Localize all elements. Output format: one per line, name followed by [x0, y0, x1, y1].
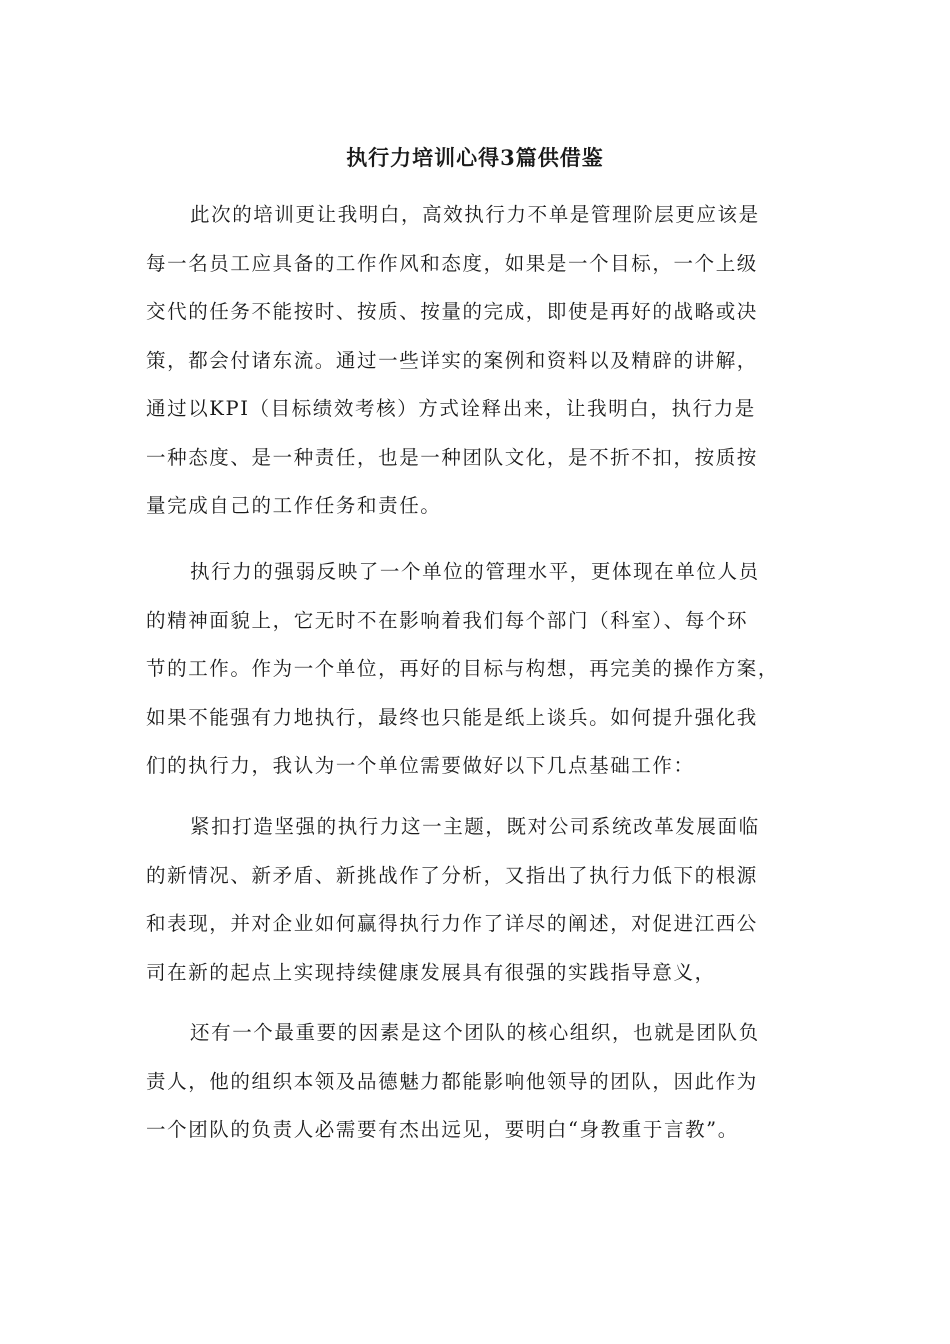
- paragraph-line: 执行力的强弱反映了一个单位的管理水平，更体现在单位人员: [190, 560, 760, 583]
- paragraph-line: 每一名员工应具备的工作作风和态度，如果是一个目标，一个上级: [146, 251, 758, 275]
- paragraph-line: 的精神面貌上，它无时不在影响着我们每个部门（科室）、每个环: [146, 608, 749, 632]
- paragraph-line: 的新情况、新矛盾、新挑战作了分析，又指出了执行力低下的根源: [146, 863, 758, 887]
- paragraph-line: 还有一个最重要的因素是这个团队的核心组织，也就是团队负: [190, 1021, 760, 1044]
- paragraph-line: 和表现，并对企业如何赢得执行力作了详尽的阐述，对促进江西公: [146, 912, 758, 935]
- paragraph-2: [146, 548, 806, 791]
- paragraph-line: 节的工作。作为一个单位，再好的目标与构想，再完美的操作方案，: [146, 657, 780, 680]
- paragraph-line: 们的执行力，我认为一个单位需要做好以下几点基础工作：: [146, 754, 695, 777]
- paragraph-line: 此次的培训更让我明白，高效执行力不单是管理阶层更应该是: [190, 203, 760, 226]
- paragraph-line: 一个团队的负责人必需要有杰出远见，要明白“身教重于言教”。: [146, 1118, 739, 1141]
- paragraph-line: 量完成自己的工作任务和责任。: [146, 494, 442, 517]
- paragraph-1: [146, 191, 806, 531]
- paragraph-line: 责人，他的组织本领及品德魅力都能影响他领导的团队，因此作为: [146, 1069, 758, 1093]
- paragraph-line: 通过以KPI（目标绩效考核）方式诠释出来，让我明白，执行力是: [146, 397, 756, 420]
- paragraph-line: 紧扣打造坚强的执行力这一主题，既对公司系统改革发展面临: [190, 815, 760, 838]
- paragraph-line: 一种态度、是一种责任，也是一种团队文化，是不折不扣，按质按: [146, 445, 758, 469]
- paragraph-line: 交代的任务不能按时、按质、按量的完成，即使是再好的战略或决: [146, 300, 758, 323]
- paragraph-line: 如果不能强有力地执行，最终也只能是纸上谈兵。如何提升强化我: [146, 705, 758, 729]
- paragraph-4: [146, 1009, 806, 1155]
- paragraph-line: 策，都会付诸东流。通过一些详实的案例和资料以及精辟的讲解，: [146, 348, 758, 372]
- paragraph-3: [146, 803, 806, 997]
- paragraph-line: 司在新的起点上实现持续健康发展具有很强的实践指导意义，: [146, 960, 716, 984]
- document-title: 执行力培训心得3篇供借鉴: [346, 145, 604, 170]
